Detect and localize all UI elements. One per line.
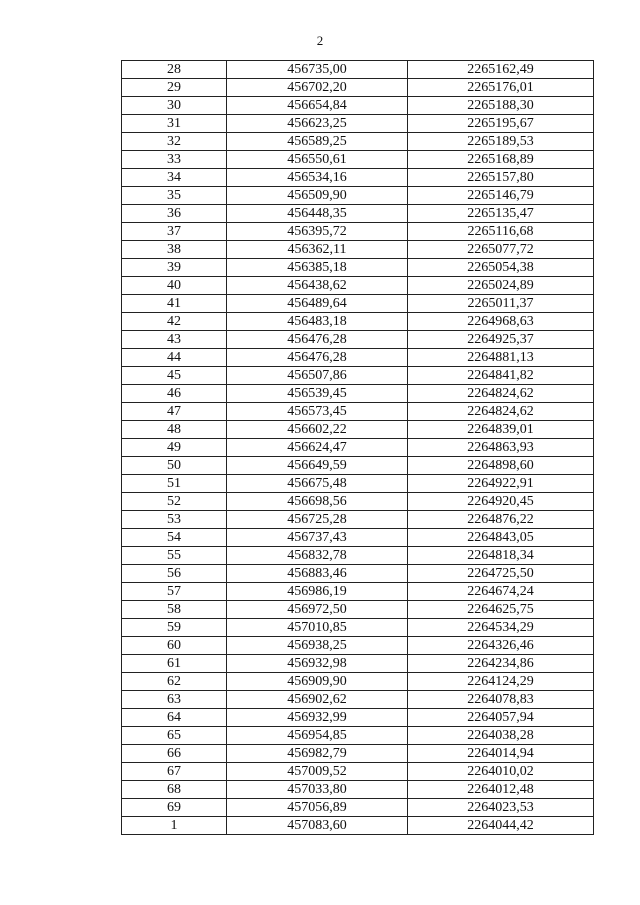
y-coordinate-cell: 2265077,72	[408, 241, 594, 259]
point-number-cell: 29	[122, 79, 227, 97]
y-coordinate-cell: 2264326,46	[408, 637, 594, 655]
table-row	[122, 781, 594, 799]
x-coordinate-cell: 456550,61	[227, 151, 408, 169]
x-coordinate-cell: 456509,90	[227, 187, 408, 205]
point-number-cell: 52	[122, 493, 227, 511]
x-coordinate-cell: 456476,28	[227, 331, 408, 349]
y-coordinate-cell: 2264674,24	[408, 583, 594, 601]
point-number-cell: 69	[122, 799, 227, 817]
table-row	[122, 259, 594, 277]
point-number-cell: 62	[122, 673, 227, 691]
point-number-cell: 47	[122, 403, 227, 421]
x-coordinate-cell: 456483,18	[227, 313, 408, 331]
y-coordinate-cell: 2264057,94	[408, 709, 594, 727]
point-number-cell: 61	[122, 655, 227, 673]
table-row	[122, 709, 594, 727]
point-number-cell: 41	[122, 295, 227, 313]
point-number-cell: 64	[122, 709, 227, 727]
point-number-cell: 37	[122, 223, 227, 241]
y-coordinate-cell: 2264922,91	[408, 475, 594, 493]
x-coordinate-cell: 456623,25	[227, 115, 408, 133]
y-coordinate-cell: 2265157,80	[408, 169, 594, 187]
table-row	[122, 655, 594, 673]
x-coordinate-cell: 456675,48	[227, 475, 408, 493]
x-coordinate-cell: 456702,20	[227, 79, 408, 97]
y-coordinate-cell: 2264818,34	[408, 547, 594, 565]
x-coordinate-cell: 456737,43	[227, 529, 408, 547]
point-number-cell: 28	[122, 61, 227, 79]
point-number-cell: 58	[122, 601, 227, 619]
point-number-cell: 67	[122, 763, 227, 781]
x-coordinate-cell: 456539,45	[227, 385, 408, 403]
point-number-cell: 31	[122, 115, 227, 133]
x-coordinate-cell: 456573,45	[227, 403, 408, 421]
y-coordinate-cell: 2264920,45	[408, 493, 594, 511]
x-coordinate-cell: 457009,52	[227, 763, 408, 781]
x-coordinate-cell: 457033,80	[227, 781, 408, 799]
table-row	[122, 349, 594, 367]
x-coordinate-cell: 456909,90	[227, 673, 408, 691]
table-row	[122, 313, 594, 331]
coordinates-table-body	[122, 61, 594, 835]
x-coordinate-cell: 456883,46	[227, 565, 408, 583]
table-row	[122, 151, 594, 169]
point-number-cell: 1	[122, 817, 227, 835]
table-row	[122, 547, 594, 565]
table-row	[122, 385, 594, 403]
y-coordinate-cell: 2264012,48	[408, 781, 594, 799]
table-row	[122, 475, 594, 493]
table-row	[122, 583, 594, 601]
x-coordinate-cell: 456654,84	[227, 97, 408, 115]
page-number: 2	[316, 33, 324, 48]
x-coordinate-cell: 457083,60	[227, 817, 408, 835]
point-number-cell: 38	[122, 241, 227, 259]
x-coordinate-cell: 456534,16	[227, 169, 408, 187]
y-coordinate-cell: 2265176,01	[408, 79, 594, 97]
y-coordinate-cell: 2264968,63	[408, 313, 594, 331]
y-coordinate-cell: 2264044,42	[408, 817, 594, 835]
table-row	[122, 205, 594, 223]
point-number-cell: 35	[122, 187, 227, 205]
y-coordinate-cell: 2265195,67	[408, 115, 594, 133]
point-number-cell: 50	[122, 457, 227, 475]
y-coordinate-cell: 2264876,22	[408, 511, 594, 529]
table-row	[122, 817, 594, 835]
y-coordinate-cell: 2265188,30	[408, 97, 594, 115]
y-coordinate-cell: 2264925,37	[408, 331, 594, 349]
y-coordinate-cell: 2264725,50	[408, 565, 594, 583]
y-coordinate-cell: 2265135,47	[408, 205, 594, 223]
y-coordinate-cell: 2264824,62	[408, 403, 594, 421]
y-coordinate-cell: 2264014,94	[408, 745, 594, 763]
y-coordinate-cell: 2264881,13	[408, 349, 594, 367]
point-number-cell: 53	[122, 511, 227, 529]
table-row	[122, 421, 594, 439]
y-coordinate-cell: 2264038,28	[408, 727, 594, 745]
point-number-cell: 65	[122, 727, 227, 745]
point-number-cell: 39	[122, 259, 227, 277]
table-row	[122, 565, 594, 583]
table-row	[122, 637, 594, 655]
coordinates-table	[121, 60, 594, 835]
x-coordinate-cell: 456649,59	[227, 457, 408, 475]
table-row	[122, 367, 594, 385]
point-number-cell: 51	[122, 475, 227, 493]
x-coordinate-cell: 456507,86	[227, 367, 408, 385]
point-number-cell: 30	[122, 97, 227, 115]
y-coordinate-cell: 2264124,29	[408, 673, 594, 691]
table-row	[122, 691, 594, 709]
y-coordinate-cell: 2264843,05	[408, 529, 594, 547]
x-coordinate-cell: 456624,47	[227, 439, 408, 457]
y-coordinate-cell: 2265024,89	[408, 277, 594, 295]
table-row	[122, 331, 594, 349]
point-number-cell: 66	[122, 745, 227, 763]
table-row	[122, 493, 594, 511]
x-coordinate-cell: 456448,35	[227, 205, 408, 223]
table-row	[122, 169, 594, 187]
point-number-cell: 48	[122, 421, 227, 439]
point-number-cell: 68	[122, 781, 227, 799]
point-number-cell: 45	[122, 367, 227, 385]
table-row	[122, 529, 594, 547]
point-number-cell: 42	[122, 313, 227, 331]
point-number-cell: 59	[122, 619, 227, 637]
y-coordinate-cell: 2265168,89	[408, 151, 594, 169]
x-coordinate-cell: 456489,64	[227, 295, 408, 313]
table-row	[122, 439, 594, 457]
table-row	[122, 223, 594, 241]
table-row	[122, 403, 594, 421]
y-coordinate-cell: 2265146,79	[408, 187, 594, 205]
x-coordinate-cell: 456725,28	[227, 511, 408, 529]
point-number-cell: 60	[122, 637, 227, 655]
table-row	[122, 601, 594, 619]
point-number-cell: 34	[122, 169, 227, 187]
y-coordinate-cell: 2265189,53	[408, 133, 594, 151]
table-row	[122, 511, 594, 529]
table-row	[122, 277, 594, 295]
table-row	[122, 79, 594, 97]
y-coordinate-cell: 2265054,38	[408, 259, 594, 277]
point-number-cell: 36	[122, 205, 227, 223]
point-number-cell: 56	[122, 565, 227, 583]
x-coordinate-cell: 456902,62	[227, 691, 408, 709]
table-row	[122, 619, 594, 637]
y-coordinate-cell: 2264625,75	[408, 601, 594, 619]
point-number-cell: 55	[122, 547, 227, 565]
table-row	[122, 295, 594, 313]
x-coordinate-cell: 456362,11	[227, 241, 408, 259]
table-row	[122, 115, 594, 133]
x-coordinate-cell: 456395,72	[227, 223, 408, 241]
point-number-cell: 32	[122, 133, 227, 151]
table-row	[122, 745, 594, 763]
table-row	[122, 457, 594, 475]
point-number-cell: 40	[122, 277, 227, 295]
x-coordinate-cell: 456589,25	[227, 133, 408, 151]
x-coordinate-cell: 456932,99	[227, 709, 408, 727]
x-coordinate-cell: 456698,56	[227, 493, 408, 511]
y-coordinate-cell: 2264534,29	[408, 619, 594, 637]
y-coordinate-cell: 2265011,37	[408, 295, 594, 313]
point-number-cell: 46	[122, 385, 227, 403]
y-coordinate-cell: 2264010,02	[408, 763, 594, 781]
point-number-cell: 57	[122, 583, 227, 601]
table-row	[122, 97, 594, 115]
y-coordinate-cell: 2264824,62	[408, 385, 594, 403]
point-number-cell: 43	[122, 331, 227, 349]
table-row	[122, 763, 594, 781]
x-coordinate-cell: 456438,62	[227, 277, 408, 295]
table-row	[122, 799, 594, 817]
x-coordinate-cell: 456954,85	[227, 727, 408, 745]
x-coordinate-cell: 456602,22	[227, 421, 408, 439]
x-coordinate-cell: 456385,18	[227, 259, 408, 277]
x-coordinate-cell: 456938,25	[227, 637, 408, 655]
x-coordinate-cell: 456832,78	[227, 547, 408, 565]
point-number-cell: 44	[122, 349, 227, 367]
x-coordinate-cell: 456735,00	[227, 61, 408, 79]
point-number-cell: 33	[122, 151, 227, 169]
table-row	[122, 133, 594, 151]
y-coordinate-cell: 2265116,68	[408, 223, 594, 241]
table-row	[122, 61, 594, 79]
y-coordinate-cell: 2265162,49	[408, 61, 594, 79]
y-coordinate-cell: 2264078,83	[408, 691, 594, 709]
x-coordinate-cell: 456972,50	[227, 601, 408, 619]
x-coordinate-cell: 456932,98	[227, 655, 408, 673]
y-coordinate-cell: 2264839,01	[408, 421, 594, 439]
table-row	[122, 241, 594, 259]
x-coordinate-cell: 456476,28	[227, 349, 408, 367]
table-row	[122, 187, 594, 205]
y-coordinate-cell: 2264841,82	[408, 367, 594, 385]
table-row	[122, 727, 594, 745]
x-coordinate-cell: 456982,79	[227, 745, 408, 763]
y-coordinate-cell: 2264023,53	[408, 799, 594, 817]
point-number-cell: 63	[122, 691, 227, 709]
table-row	[122, 673, 594, 691]
x-coordinate-cell: 456986,19	[227, 583, 408, 601]
x-coordinate-cell: 457010,85	[227, 619, 408, 637]
y-coordinate-cell: 2264898,60	[408, 457, 594, 475]
y-coordinate-cell: 2264863,93	[408, 439, 594, 457]
y-coordinate-cell: 2264234,86	[408, 655, 594, 673]
x-coordinate-cell: 457056,89	[227, 799, 408, 817]
point-number-cell: 49	[122, 439, 227, 457]
point-number-cell: 54	[122, 529, 227, 547]
